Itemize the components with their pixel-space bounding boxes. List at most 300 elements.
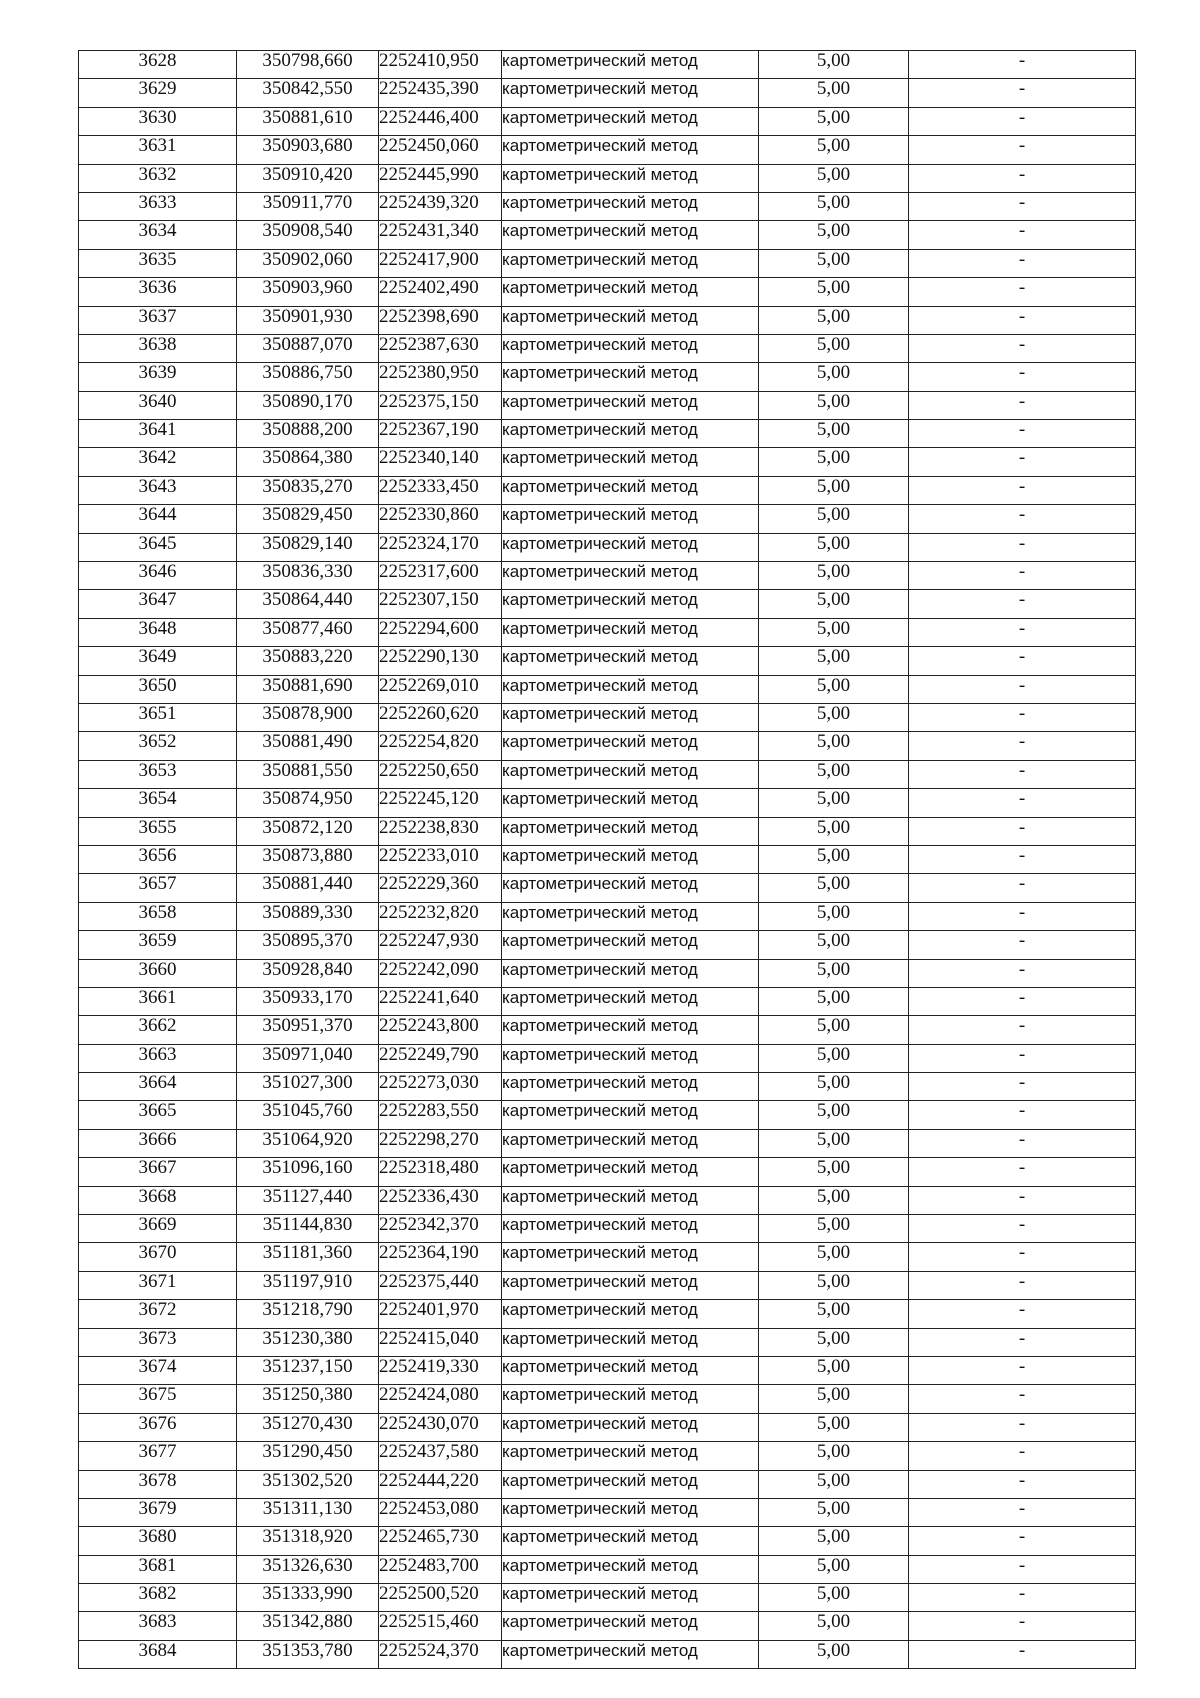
method-cell: картометрический метод xyxy=(502,1385,759,1413)
method-cell: картометрический метод xyxy=(502,618,759,646)
note-cell: - xyxy=(909,1073,1136,1101)
accuracy-cell: 5,00 xyxy=(759,1442,909,1470)
x-coordinate-cell: 351045,760 xyxy=(237,1101,379,1129)
note-cell: - xyxy=(909,987,1136,1015)
y-coordinate-cell: 2252439,320 xyxy=(379,192,502,220)
note-cell: - xyxy=(909,1243,1136,1271)
y-coordinate-cell: 2252243,800 xyxy=(379,1016,502,1044)
note-cell: - xyxy=(909,1044,1136,1072)
point-number-cell: 3634 xyxy=(79,221,237,249)
table-row xyxy=(79,107,1136,135)
table-row xyxy=(79,136,1136,164)
accuracy-cell: 5,00 xyxy=(759,987,909,1015)
point-number-cell: 3645 xyxy=(79,533,237,561)
x-coordinate-cell: 350864,440 xyxy=(237,590,379,618)
y-coordinate-cell: 2252445,990 xyxy=(379,164,502,192)
table-row xyxy=(79,789,1136,817)
y-coordinate-cell: 2252233,010 xyxy=(379,845,502,873)
x-coordinate-cell: 350903,960 xyxy=(237,278,379,306)
method-cell: картометрический метод xyxy=(502,249,759,277)
x-coordinate-cell: 350911,770 xyxy=(237,192,379,220)
table-row xyxy=(79,931,1136,959)
y-coordinate-cell: 2252431,340 xyxy=(379,221,502,249)
point-number-cell: 3641 xyxy=(79,420,237,448)
method-cell: картометрический метод xyxy=(502,732,759,760)
note-cell: - xyxy=(909,278,1136,306)
x-coordinate-cell: 350886,750 xyxy=(237,363,379,391)
table-row xyxy=(79,902,1136,930)
y-coordinate-cell: 2252375,150 xyxy=(379,391,502,419)
note-cell: - xyxy=(909,1300,1136,1328)
accuracy-cell: 5,00 xyxy=(759,391,909,419)
y-coordinate-cell: 2252380,950 xyxy=(379,363,502,391)
method-cell: картометрический метод xyxy=(502,1356,759,1384)
point-number-cell: 3642 xyxy=(79,448,237,476)
note-cell: - xyxy=(909,675,1136,703)
point-number-cell: 3659 xyxy=(79,931,237,959)
y-coordinate-cell: 2252247,930 xyxy=(379,931,502,959)
x-coordinate-cell: 350881,610 xyxy=(237,107,379,135)
table-row xyxy=(79,448,1136,476)
table-row xyxy=(79,221,1136,249)
accuracy-cell: 5,00 xyxy=(759,1612,909,1640)
accuracy-cell: 5,00 xyxy=(759,533,909,561)
table-row xyxy=(79,533,1136,561)
method-cell: картометрический метод xyxy=(502,476,759,504)
x-coordinate-cell: 351302,520 xyxy=(237,1470,379,1498)
point-number-cell: 3652 xyxy=(79,732,237,760)
x-coordinate-cell: 350951,370 xyxy=(237,1016,379,1044)
point-number-cell: 3665 xyxy=(79,1101,237,1129)
accuracy-cell: 5,00 xyxy=(759,1073,909,1101)
accuracy-cell: 5,00 xyxy=(759,845,909,873)
note-cell: - xyxy=(909,249,1136,277)
table-row xyxy=(79,1101,1136,1129)
table-row xyxy=(79,1158,1136,1186)
accuracy-cell: 5,00 xyxy=(759,1385,909,1413)
table-row xyxy=(79,760,1136,788)
method-cell: картометрический метод xyxy=(502,221,759,249)
y-coordinate-cell: 2252437,580 xyxy=(379,1442,502,1470)
accuracy-cell: 5,00 xyxy=(759,1470,909,1498)
point-number-cell: 3664 xyxy=(79,1073,237,1101)
note-cell: - xyxy=(909,363,1136,391)
point-number-cell: 3636 xyxy=(79,278,237,306)
x-coordinate-cell: 351250,380 xyxy=(237,1385,379,1413)
y-coordinate-cell: 2252250,650 xyxy=(379,760,502,788)
y-coordinate-cell: 2252238,830 xyxy=(379,817,502,845)
accuracy-cell: 5,00 xyxy=(759,136,909,164)
point-number-cell: 3649 xyxy=(79,647,237,675)
accuracy-cell: 5,00 xyxy=(759,334,909,362)
point-number-cell: 3647 xyxy=(79,590,237,618)
note-cell: - xyxy=(909,1328,1136,1356)
accuracy-cell: 5,00 xyxy=(759,1101,909,1129)
method-cell: картометрический метод xyxy=(502,334,759,362)
accuracy-cell: 5,00 xyxy=(759,732,909,760)
note-cell: - xyxy=(909,533,1136,561)
table-row xyxy=(79,817,1136,845)
y-coordinate-cell: 2252375,440 xyxy=(379,1271,502,1299)
method-cell: картометрический метод xyxy=(502,675,759,703)
x-coordinate-cell: 351197,910 xyxy=(237,1271,379,1299)
x-coordinate-cell: 350895,370 xyxy=(237,931,379,959)
note-cell: - xyxy=(909,1271,1136,1299)
accuracy-cell: 5,00 xyxy=(759,590,909,618)
table-row xyxy=(79,1555,1136,1583)
method-cell: картометрический метод xyxy=(502,278,759,306)
y-coordinate-cell: 2252415,040 xyxy=(379,1328,502,1356)
point-number-cell: 3650 xyxy=(79,675,237,703)
x-coordinate-cell: 350928,840 xyxy=(237,959,379,987)
method-cell: картометрический метод xyxy=(502,703,759,731)
point-number-cell: 3670 xyxy=(79,1243,237,1271)
note-cell: - xyxy=(909,874,1136,902)
note-cell: - xyxy=(909,505,1136,533)
point-number-cell: 3663 xyxy=(79,1044,237,1072)
method-cell: картометрический метод xyxy=(502,1300,759,1328)
note-cell: - xyxy=(909,902,1136,930)
table-row xyxy=(79,703,1136,731)
x-coordinate-cell: 350874,950 xyxy=(237,789,379,817)
x-coordinate-cell: 351144,830 xyxy=(237,1215,379,1243)
point-number-cell: 3671 xyxy=(79,1271,237,1299)
method-cell: картометрический метод xyxy=(502,760,759,788)
method-cell: картометрический метод xyxy=(502,1498,759,1526)
x-coordinate-cell: 351027,300 xyxy=(237,1073,379,1101)
note-cell: - xyxy=(909,817,1136,845)
x-coordinate-cell: 351230,380 xyxy=(237,1328,379,1356)
accuracy-cell: 5,00 xyxy=(759,789,909,817)
method-cell: картометрический метод xyxy=(502,107,759,135)
accuracy-cell: 5,00 xyxy=(759,420,909,448)
x-coordinate-cell: 351290,450 xyxy=(237,1442,379,1470)
x-coordinate-cell: 350933,170 xyxy=(237,987,379,1015)
note-cell: - xyxy=(909,1101,1136,1129)
x-coordinate-cell: 351333,990 xyxy=(237,1584,379,1612)
note-cell: - xyxy=(909,647,1136,675)
method-cell: картометрический метод xyxy=(502,1612,759,1640)
note-cell: - xyxy=(909,420,1136,448)
y-coordinate-cell: 2252330,860 xyxy=(379,505,502,533)
y-coordinate-cell: 2252367,190 xyxy=(379,420,502,448)
y-coordinate-cell: 2252290,130 xyxy=(379,647,502,675)
table-row xyxy=(79,1271,1136,1299)
y-coordinate-cell: 2252283,550 xyxy=(379,1101,502,1129)
table-row xyxy=(79,874,1136,902)
y-coordinate-cell: 2252241,640 xyxy=(379,987,502,1015)
table-row xyxy=(79,959,1136,987)
accuracy-cell: 5,00 xyxy=(759,1129,909,1157)
point-number-cell: 3672 xyxy=(79,1300,237,1328)
note-cell: - xyxy=(909,1555,1136,1583)
note-cell: - xyxy=(909,1640,1136,1668)
y-coordinate-cell: 2252387,630 xyxy=(379,334,502,362)
method-cell: картометрический метод xyxy=(502,902,759,930)
x-coordinate-cell: 350878,900 xyxy=(237,703,379,731)
accuracy-cell: 5,00 xyxy=(759,1413,909,1441)
accuracy-cell: 5,00 xyxy=(759,1158,909,1186)
x-coordinate-cell: 351353,780 xyxy=(237,1640,379,1668)
table-row xyxy=(79,1612,1136,1640)
accuracy-cell: 5,00 xyxy=(759,79,909,107)
x-coordinate-cell: 351326,630 xyxy=(237,1555,379,1583)
y-coordinate-cell: 2252398,690 xyxy=(379,306,502,334)
method-cell: картометрический метод xyxy=(502,845,759,873)
note-cell: - xyxy=(909,51,1136,79)
method-cell: картометрический метод xyxy=(502,1328,759,1356)
x-coordinate-cell: 351270,430 xyxy=(237,1413,379,1441)
point-number-cell: 3677 xyxy=(79,1442,237,1470)
table-row xyxy=(79,192,1136,220)
point-number-cell: 3666 xyxy=(79,1129,237,1157)
table-row xyxy=(79,1016,1136,1044)
y-coordinate-cell: 2252336,430 xyxy=(379,1186,502,1214)
note-cell: - xyxy=(909,1215,1136,1243)
point-number-cell: 3679 xyxy=(79,1498,237,1526)
note-cell: - xyxy=(909,476,1136,504)
y-coordinate-cell: 2252465,730 xyxy=(379,1527,502,1555)
y-coordinate-cell: 2252524,370 xyxy=(379,1640,502,1668)
note-cell: - xyxy=(909,562,1136,590)
y-coordinate-cell: 2252444,220 xyxy=(379,1470,502,1498)
point-number-cell: 3675 xyxy=(79,1385,237,1413)
method-cell: картометрический метод xyxy=(502,448,759,476)
method-cell: картометрический метод xyxy=(502,1527,759,1555)
x-coordinate-cell: 350835,270 xyxy=(237,476,379,504)
x-coordinate-cell: 350881,440 xyxy=(237,874,379,902)
accuracy-cell: 5,00 xyxy=(759,221,909,249)
method-cell: картометрический метод xyxy=(502,164,759,192)
point-number-cell: 3678 xyxy=(79,1470,237,1498)
accuracy-cell: 5,00 xyxy=(759,1555,909,1583)
point-number-cell: 3673 xyxy=(79,1328,237,1356)
point-number-cell: 3667 xyxy=(79,1158,237,1186)
method-cell: картометрический метод xyxy=(502,817,759,845)
point-number-cell: 3660 xyxy=(79,959,237,987)
table-row xyxy=(79,1356,1136,1384)
accuracy-cell: 5,00 xyxy=(759,760,909,788)
accuracy-cell: 5,00 xyxy=(759,1356,909,1384)
method-cell: картометрический метод xyxy=(502,931,759,959)
method-cell: картометрический метод xyxy=(502,51,759,79)
y-coordinate-cell: 2252273,030 xyxy=(379,1073,502,1101)
y-coordinate-cell: 2252249,790 xyxy=(379,1044,502,1072)
note-cell: - xyxy=(909,1356,1136,1384)
note-cell: - xyxy=(909,391,1136,419)
x-coordinate-cell: 350908,540 xyxy=(237,221,379,249)
note-cell: - xyxy=(909,192,1136,220)
table-row xyxy=(79,845,1136,873)
y-coordinate-cell: 2252245,120 xyxy=(379,789,502,817)
method-cell: картометрический метод xyxy=(502,647,759,675)
accuracy-cell: 5,00 xyxy=(759,902,909,930)
table-row xyxy=(79,987,1136,1015)
note-cell: - xyxy=(909,1158,1136,1186)
point-number-cell: 3676 xyxy=(79,1413,237,1441)
coordinates-table xyxy=(78,50,1136,1669)
y-coordinate-cell: 2252324,170 xyxy=(379,533,502,561)
y-coordinate-cell: 2252435,390 xyxy=(379,79,502,107)
note-cell: - xyxy=(909,1498,1136,1526)
table-row xyxy=(79,562,1136,590)
table-row xyxy=(79,1442,1136,1470)
point-number-cell: 3632 xyxy=(79,164,237,192)
y-coordinate-cell: 2252317,600 xyxy=(379,562,502,590)
table-row xyxy=(79,1584,1136,1612)
y-coordinate-cell: 2252453,080 xyxy=(379,1498,502,1526)
table-row xyxy=(79,1498,1136,1526)
accuracy-cell: 5,00 xyxy=(759,675,909,703)
method-cell: картометрический метод xyxy=(502,420,759,448)
method-cell: картометрический метод xyxy=(502,789,759,817)
x-coordinate-cell: 351318,920 xyxy=(237,1527,379,1555)
table-row xyxy=(79,590,1136,618)
x-coordinate-cell: 350864,380 xyxy=(237,448,379,476)
table-row xyxy=(79,1300,1136,1328)
table-row xyxy=(79,675,1136,703)
y-coordinate-cell: 2252260,620 xyxy=(379,703,502,731)
point-number-cell: 3643 xyxy=(79,476,237,504)
x-coordinate-cell: 350888,200 xyxy=(237,420,379,448)
method-cell: картометрический метод xyxy=(502,306,759,334)
note-cell: - xyxy=(909,448,1136,476)
y-coordinate-cell: 2252515,460 xyxy=(379,1612,502,1640)
table-row xyxy=(79,732,1136,760)
method-cell: картометрический метод xyxy=(502,1158,759,1186)
y-coordinate-cell: 2252446,400 xyxy=(379,107,502,135)
note-cell: - xyxy=(909,618,1136,646)
x-coordinate-cell: 350971,040 xyxy=(237,1044,379,1072)
table-row xyxy=(79,1044,1136,1072)
note-cell: - xyxy=(909,789,1136,817)
accuracy-cell: 5,00 xyxy=(759,1044,909,1072)
point-number-cell: 3638 xyxy=(79,334,237,362)
method-cell: картометрический метод xyxy=(502,1555,759,1583)
point-number-cell: 3639 xyxy=(79,363,237,391)
table-row xyxy=(79,51,1136,79)
point-number-cell: 3637 xyxy=(79,306,237,334)
accuracy-cell: 5,00 xyxy=(759,306,909,334)
accuracy-cell: 5,00 xyxy=(759,363,909,391)
point-number-cell: 3654 xyxy=(79,789,237,817)
x-coordinate-cell: 351127,440 xyxy=(237,1186,379,1214)
point-number-cell: 3631 xyxy=(79,136,237,164)
accuracy-cell: 5,00 xyxy=(759,618,909,646)
accuracy-cell: 5,00 xyxy=(759,164,909,192)
note-cell: - xyxy=(909,760,1136,788)
accuracy-cell: 5,00 xyxy=(759,1186,909,1214)
y-coordinate-cell: 2252340,140 xyxy=(379,448,502,476)
accuracy-cell: 5,00 xyxy=(759,1243,909,1271)
method-cell: картометрический метод xyxy=(502,874,759,902)
point-number-cell: 3644 xyxy=(79,505,237,533)
x-coordinate-cell: 351237,150 xyxy=(237,1356,379,1384)
accuracy-cell: 5,00 xyxy=(759,107,909,135)
note-cell: - xyxy=(909,107,1136,135)
x-coordinate-cell: 350881,490 xyxy=(237,732,379,760)
accuracy-cell: 5,00 xyxy=(759,192,909,220)
x-coordinate-cell: 350829,140 xyxy=(237,533,379,561)
x-coordinate-cell: 351064,920 xyxy=(237,1129,379,1157)
point-number-cell: 3640 xyxy=(79,391,237,419)
point-number-cell: 3628 xyxy=(79,51,237,79)
x-coordinate-cell: 350836,330 xyxy=(237,562,379,590)
table-row xyxy=(79,1413,1136,1441)
method-cell: картометрический метод xyxy=(502,1129,759,1157)
y-coordinate-cell: 2252500,520 xyxy=(379,1584,502,1612)
note-cell: - xyxy=(909,845,1136,873)
table-row xyxy=(79,1129,1136,1157)
y-coordinate-cell: 2252333,450 xyxy=(379,476,502,504)
note-cell: - xyxy=(909,1612,1136,1640)
point-number-cell: 3655 xyxy=(79,817,237,845)
x-coordinate-cell: 350881,690 xyxy=(237,675,379,703)
accuracy-cell: 5,00 xyxy=(759,278,909,306)
method-cell: картометрический метод xyxy=(502,1413,759,1441)
accuracy-cell: 5,00 xyxy=(759,1498,909,1526)
table-row xyxy=(79,505,1136,533)
method-cell: картометрический метод xyxy=(502,1044,759,1072)
method-cell: картометрический метод xyxy=(502,505,759,533)
method-cell: картометрический метод xyxy=(502,1215,759,1243)
note-cell: - xyxy=(909,1129,1136,1157)
point-number-cell: 3684 xyxy=(79,1640,237,1668)
table-row xyxy=(79,391,1136,419)
point-number-cell: 3668 xyxy=(79,1186,237,1214)
y-coordinate-cell: 2252269,010 xyxy=(379,675,502,703)
table-row xyxy=(79,647,1136,675)
note-cell: - xyxy=(909,1186,1136,1214)
table-row xyxy=(79,278,1136,306)
table-row xyxy=(79,79,1136,107)
note-cell: - xyxy=(909,164,1136,192)
table-row xyxy=(79,1243,1136,1271)
accuracy-cell: 5,00 xyxy=(759,1300,909,1328)
x-coordinate-cell: 350887,070 xyxy=(237,334,379,362)
method-cell: картометрический метод xyxy=(502,590,759,618)
point-number-cell: 3656 xyxy=(79,845,237,873)
table-row xyxy=(79,1527,1136,1555)
accuracy-cell: 5,00 xyxy=(759,959,909,987)
table-row xyxy=(79,618,1136,646)
method-cell: картометрический метод xyxy=(502,987,759,1015)
note-cell: - xyxy=(909,590,1136,618)
x-coordinate-cell: 351181,360 xyxy=(237,1243,379,1271)
accuracy-cell: 5,00 xyxy=(759,249,909,277)
x-coordinate-cell: 350889,330 xyxy=(237,902,379,930)
point-number-cell: 3680 xyxy=(79,1527,237,1555)
method-cell: картометрический метод xyxy=(502,1584,759,1612)
note-cell: - xyxy=(909,334,1136,362)
x-coordinate-cell: 351311,130 xyxy=(237,1498,379,1526)
method-cell: картометрический метод xyxy=(502,533,759,561)
y-coordinate-cell: 2252298,270 xyxy=(379,1129,502,1157)
point-number-cell: 3681 xyxy=(79,1555,237,1583)
x-coordinate-cell: 351096,160 xyxy=(237,1158,379,1186)
note-cell: - xyxy=(909,1413,1136,1441)
point-number-cell: 3633 xyxy=(79,192,237,220)
accuracy-cell: 5,00 xyxy=(759,817,909,845)
y-coordinate-cell: 2252342,370 xyxy=(379,1215,502,1243)
x-coordinate-cell: 350903,680 xyxy=(237,136,379,164)
y-coordinate-cell: 2252254,820 xyxy=(379,732,502,760)
y-coordinate-cell: 2252401,970 xyxy=(379,1300,502,1328)
method-cell: картометрический метод xyxy=(502,136,759,164)
note-cell: - xyxy=(909,1016,1136,1044)
accuracy-cell: 5,00 xyxy=(759,448,909,476)
note-cell: - xyxy=(909,959,1136,987)
